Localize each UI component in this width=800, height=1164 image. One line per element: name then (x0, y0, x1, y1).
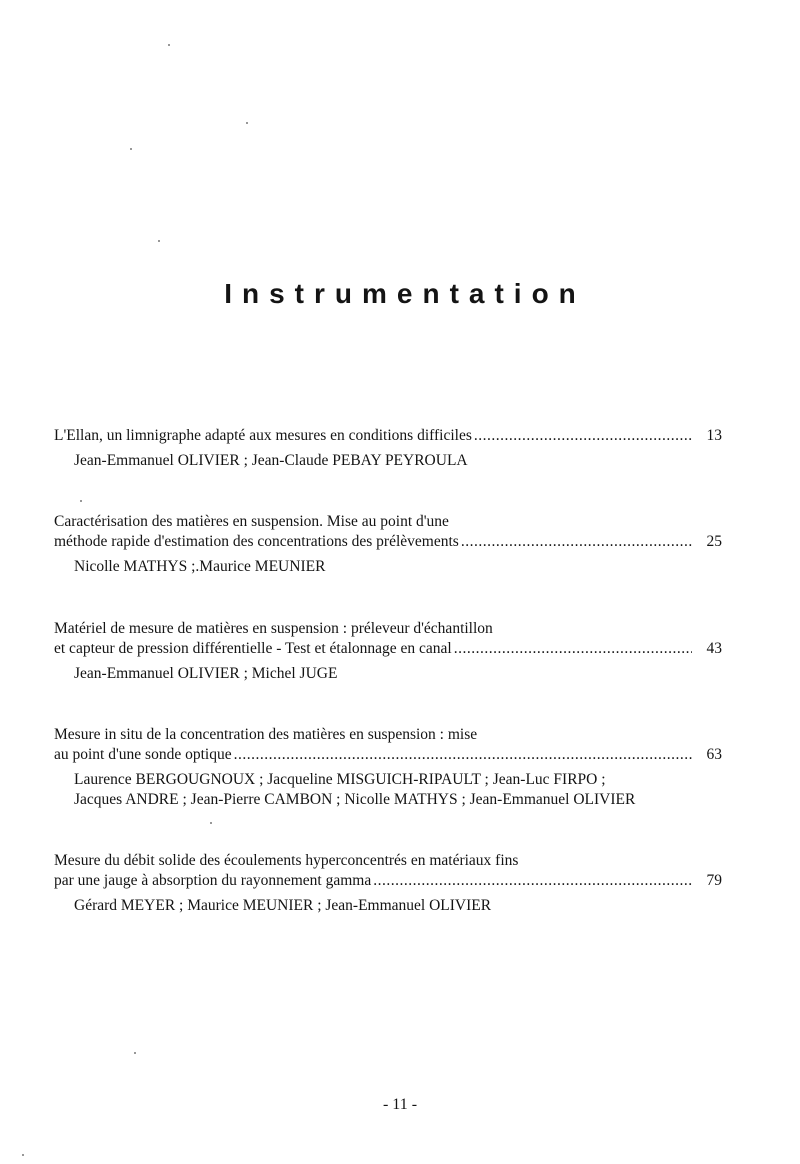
toc-entry-title: Caractérisation des matières en suspension. Mise au point d'une (54, 513, 449, 530)
dot-leader (454, 639, 692, 659)
toc-entry-authors (74, 664, 722, 684)
dot-leader (461, 532, 692, 552)
toc-entry-authors (74, 451, 722, 471)
author-line: Laurence BERGOUGNOUX ; Jacqueline MISGUICH-RIPAULT ; Jean-Luc FIRPO ; (74, 771, 606, 788)
toc-entry-authors (74, 557, 722, 577)
toc-entry-title-row (54, 745, 722, 765)
author-line: Nicolle MATHYS ;.Maurice MEUNIER (74, 558, 326, 575)
toc-entry-authors (74, 770, 722, 810)
author-line: Jean-Emmanuel OLIVIER ; Michel JUGE (74, 665, 338, 682)
toc-entry (54, 725, 722, 810)
scan-speck (158, 240, 160, 242)
author-line: Jacques ANDRE ; Jean-Pierre CAMBON ; Nicolle MATHYS ; Jean-Emmanuel OLIVIER (74, 791, 636, 808)
toc-entry (54, 851, 722, 916)
toc-entry-title-row (54, 639, 722, 659)
page-number-footer: - 11 - (382, 1096, 418, 1113)
toc-entry (54, 619, 722, 684)
scan-speck (80, 500, 82, 502)
toc-entry-title: Mesure in situ de la concentration des matières en suspension : mise (54, 726, 478, 743)
author-line: Jean-Emmanuel OLIVIER ; Jean-Claude PEBAY PEYROULA (74, 452, 468, 469)
toc-entry-title: méthode rapide d'estimation des concentrations des prélèvements (54, 533, 459, 550)
toc-entry-title: au point d'une sonde optique (54, 746, 232, 763)
scan-speck (210, 822, 212, 824)
toc-entry-title: Matériel de mesure de matières en suspension : préleveur d'échantillon (54, 620, 493, 637)
toc-entry (54, 512, 722, 577)
toc-page-number: 13 (706, 427, 722, 444)
dot-leader (474, 426, 692, 446)
toc-entry-title-row (54, 871, 722, 891)
dot-leader (234, 745, 692, 765)
toc-page-number: 79 (706, 872, 722, 889)
toc-page-number: 63 (706, 746, 722, 763)
scan-speck (246, 122, 248, 124)
toc-entry-title: Mesure du débit solide des écoulements hyperconcentrés en matériaux fins (54, 852, 519, 869)
toc-entry-authors (74, 896, 722, 916)
scan-speck (22, 1154, 24, 1156)
scan-speck (134, 1052, 136, 1054)
scan-speck (130, 148, 132, 150)
toc-entry-title: L'Ellan, un limnigraphe adapté aux mesures en conditions difficiles (54, 427, 472, 444)
toc-entry-title: par une jauge à absorption du rayonnement gamma (54, 872, 372, 889)
author-line: Gérard MEYER ; Maurice MEUNIER ; Jean-Emmanuel OLIVIER (74, 897, 492, 914)
toc-page-number: 25 (706, 533, 722, 550)
toc-entry-title-row (54, 426, 722, 446)
scan-speck (168, 44, 170, 46)
toc-entry-title-row (54, 532, 722, 552)
toc-page-number: 43 (706, 640, 722, 657)
dot-leader (373, 871, 692, 891)
toc-entry (54, 426, 722, 471)
page-title: Instrumentation (224, 278, 586, 309)
toc-entry-title: et capteur de pression différentielle - Test et étalonnage en canal (54, 640, 452, 657)
